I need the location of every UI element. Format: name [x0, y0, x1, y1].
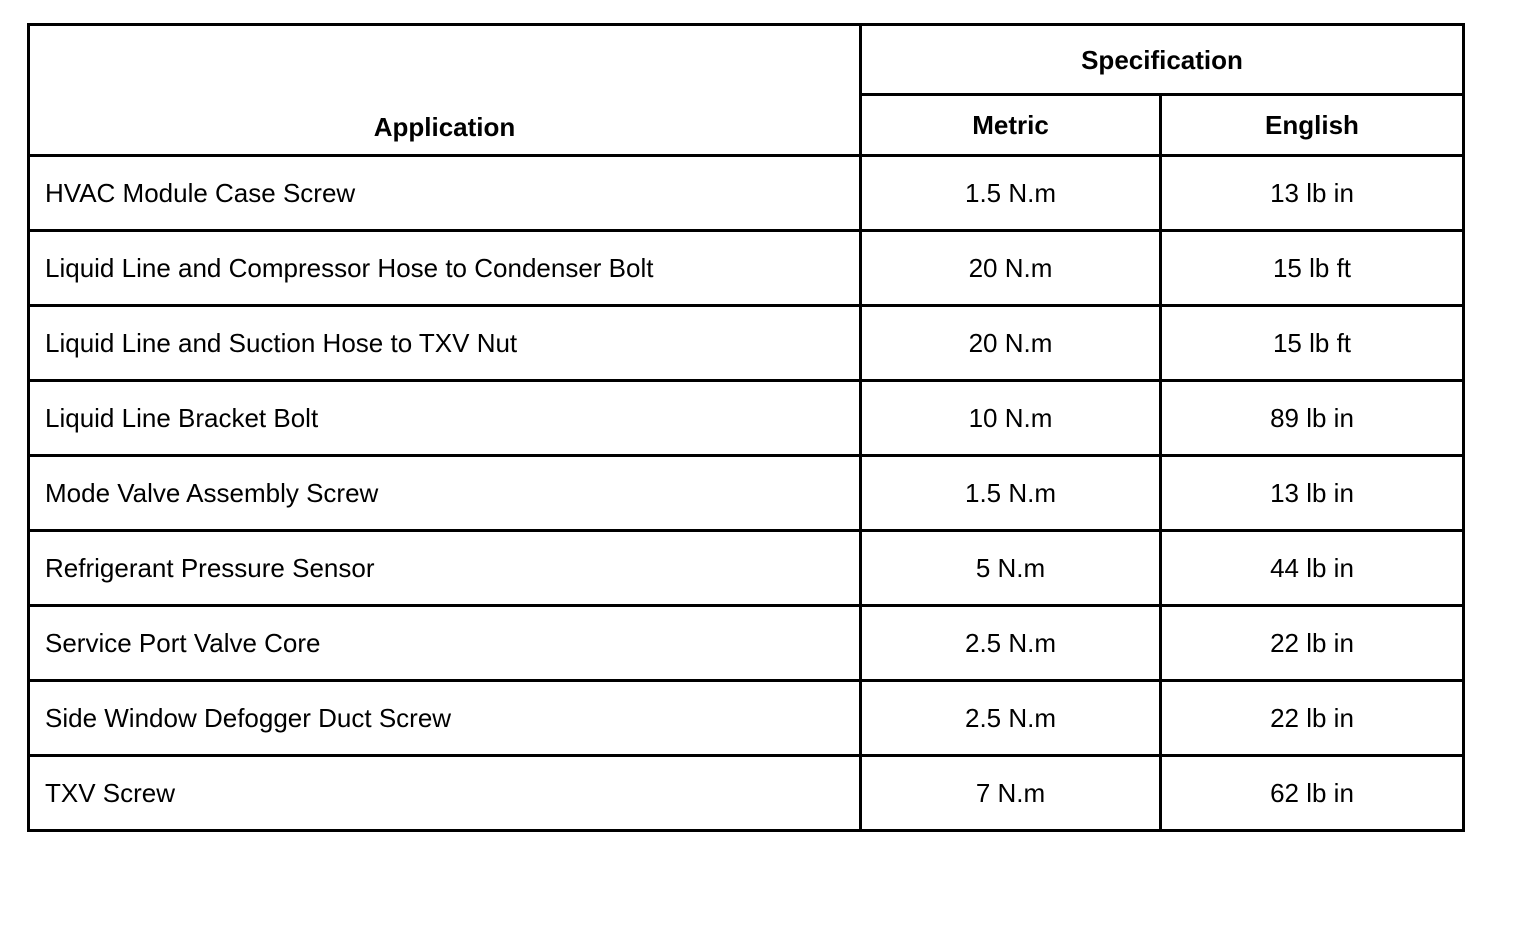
cell-application: Liquid Line and Compressor Hose to Condenser Bolt — [29, 231, 861, 306]
cell-metric: 20 N.m — [861, 306, 1161, 381]
cell-metric: 2.5 N.m — [861, 606, 1161, 681]
fastener-specification-table — [27, 23, 1465, 832]
cell-english: 15 lb ft — [1161, 306, 1464, 381]
cell-metric: 20 N.m — [861, 231, 1161, 306]
table-row — [29, 756, 1464, 831]
column-header-english: English — [1161, 95, 1464, 156]
table-row — [29, 381, 1464, 456]
table-row — [29, 531, 1464, 606]
table-row — [29, 306, 1464, 381]
column-header-specification: Specification — [861, 25, 1464, 95]
cell-english: 22 lb in — [1161, 606, 1464, 681]
cell-english: 22 lb in — [1161, 681, 1464, 756]
cell-metric: 10 N.m — [861, 381, 1161, 456]
cell-application: Side Window Defogger Duct Screw — [29, 681, 861, 756]
table-row — [29, 231, 1464, 306]
cell-metric: 1.5 N.m — [861, 156, 1161, 231]
cell-application: Liquid Line and Suction Hose to TXV Nut — [29, 306, 861, 381]
cell-metric: 1.5 N.m — [861, 456, 1161, 531]
cell-metric: 5 N.m — [861, 531, 1161, 606]
cell-application: Service Port Valve Core — [29, 606, 861, 681]
header-row-specification — [29, 25, 1464, 95]
cell-english: 13 lb in — [1161, 156, 1464, 231]
column-header-metric: Metric — [861, 95, 1161, 156]
cell-application: HVAC Module Case Screw — [29, 156, 861, 231]
cell-application: Refrigerant Pressure Sensor — [29, 531, 861, 606]
cell-application: Mode Valve Assembly Screw — [29, 456, 861, 531]
cell-english: 13 lb in — [1161, 456, 1464, 531]
cell-english: 15 lb ft — [1161, 231, 1464, 306]
cell-metric: 2.5 N.m — [861, 681, 1161, 756]
cell-english: 62 lb in — [1161, 756, 1464, 831]
cell-english: 44 lb in — [1161, 531, 1464, 606]
column-header-application: Application — [29, 25, 861, 156]
table-row — [29, 156, 1464, 231]
cell-application: TXV Screw — [29, 756, 861, 831]
table-row — [29, 681, 1464, 756]
table-row — [29, 456, 1464, 531]
cell-metric: 7 N.m — [861, 756, 1161, 831]
table-row — [29, 606, 1464, 681]
cell-english: 89 lb in — [1161, 381, 1464, 456]
cell-application: Liquid Line Bracket Bolt — [29, 381, 861, 456]
